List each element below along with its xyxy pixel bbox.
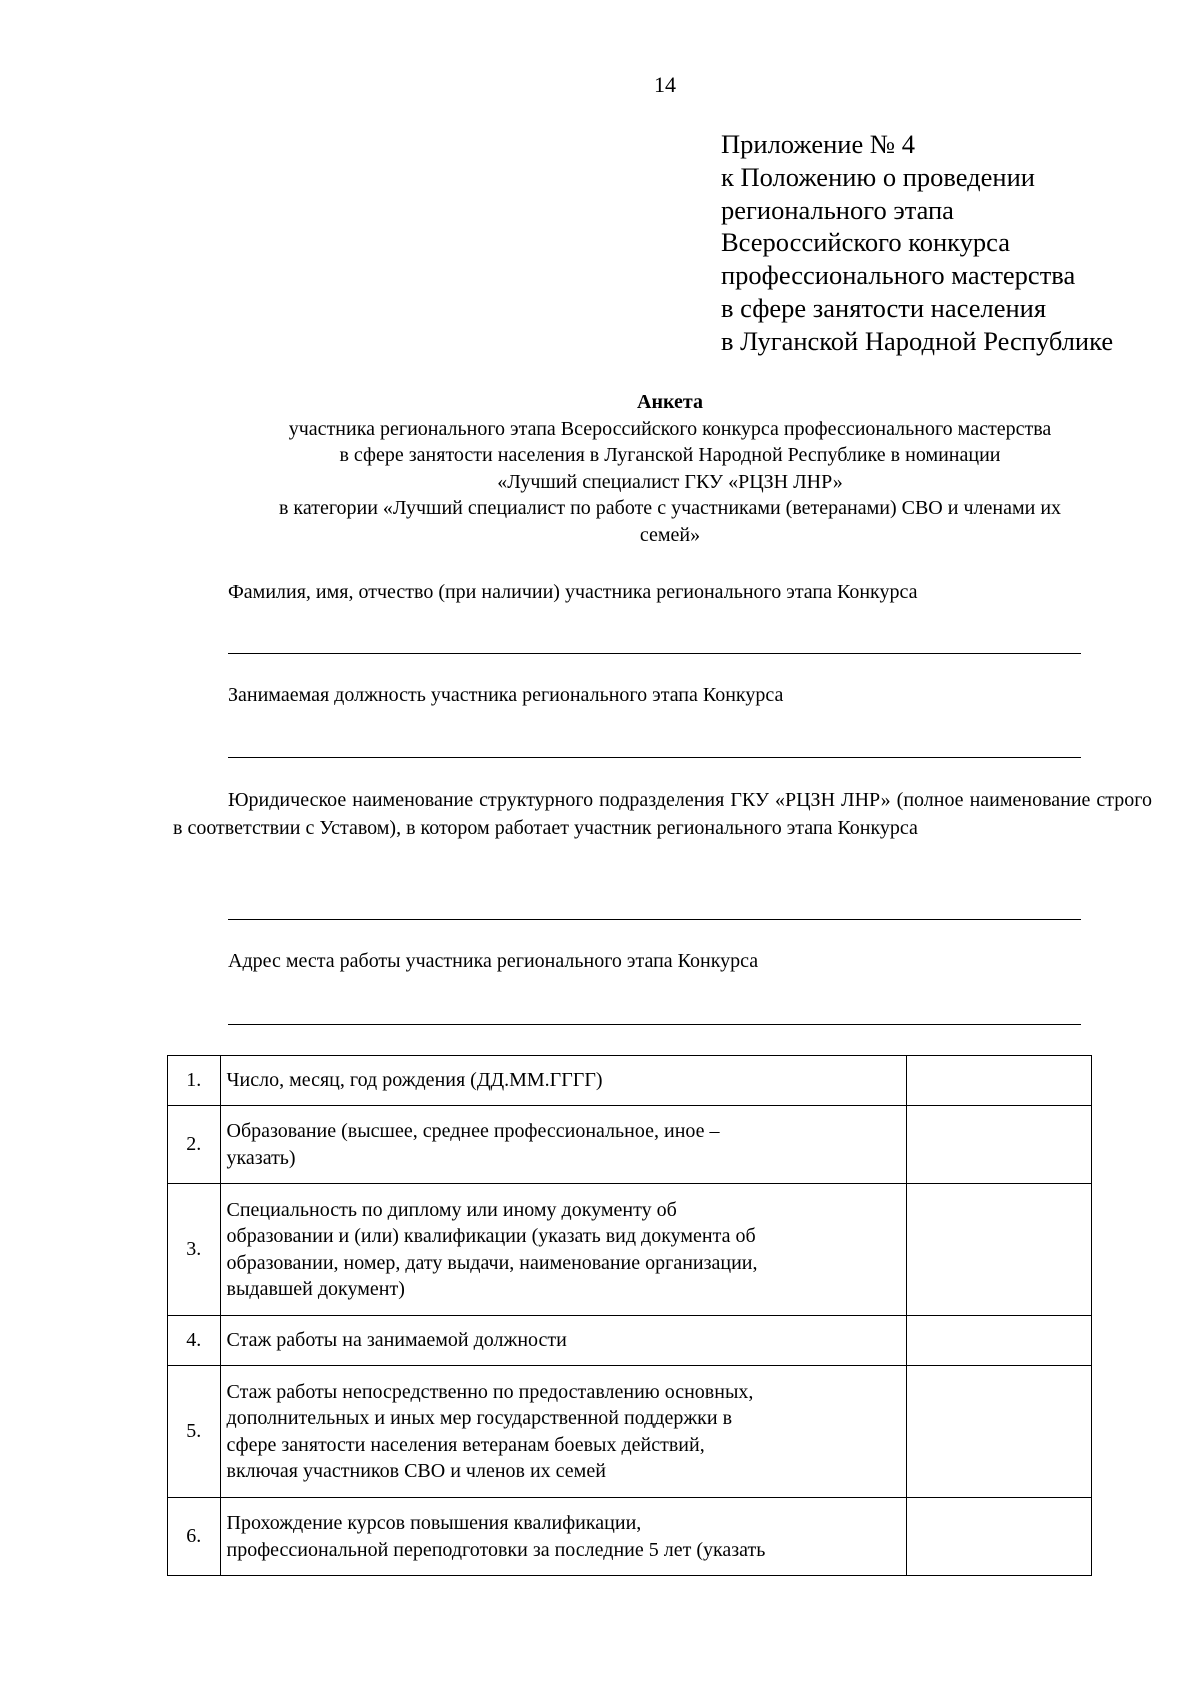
row-value-cell[interactable] — [906, 1316, 1092, 1366]
appendix-line: в Луганской Народной Республике — [721, 325, 1114, 356]
row-description-line: сфере занятости населения ветеранам боевых действий, — [226, 1433, 705, 1456]
appendix-header — [721, 128, 1113, 358]
row-description-line: указать) — [226, 1146, 296, 1169]
full-name-label: Фамилия, имя, отчество (при наличии) участника регионального этапа Конкурса — [228, 581, 918, 603]
address-input-line[interactable] — [228, 1024, 1081, 1025]
row-value-cell[interactable] — [906, 1056, 1092, 1106]
row-description-line: включая участников СВО и членов их семей — [226, 1460, 606, 1482]
row-value-cell[interactable] — [906, 1498, 1092, 1576]
appendix-line: Приложение № 4 — [721, 129, 916, 159]
appendix-line: регионального этапа — [721, 194, 954, 225]
form-title-line: в сфере занятости населения в Луганской Народной Республике в номинации — [339, 444, 1001, 466]
appendix-line: к Положению о проведении — [721, 161, 1035, 192]
department-label: Юридическое наименование структурного подразделения ГКУ «РЦЗН ЛНР» (полное наименование строго в соответствии с Уставом), в котором работает участник регионального этапа Конкурса — [173, 789, 1152, 839]
row-description — [220, 1498, 906, 1576]
row-description-line: Стаж работы непосредственно по предоставлению основных, — [226, 1380, 754, 1403]
questionnaire-table — [167, 1055, 1092, 1576]
row-description-line: Прохождение курсов повышения квалификации, — [226, 1512, 642, 1534]
row-description-line: Стаж работы на занимаемой должности — [226, 1329, 567, 1352]
row-description — [220, 1184, 906, 1316]
row-number: 5. — [168, 1366, 221, 1498]
form-title-line: в категории «Лучший специалист по работе с участниками (ветеранами) СВО и членами их — [278, 497, 1062, 519]
table-row — [168, 1498, 1092, 1576]
form-title-line: участника регионального этапа Всероссийского конкурса профессионального мастерства — [288, 417, 1052, 440]
appendix-line: в сфере занятости населения — [721, 292, 1047, 323]
row-description-line: Число, месяц, год рождения (ДД.ММ.ГГГГ) — [226, 1069, 603, 1092]
table-row — [168, 1366, 1092, 1498]
row-description-line: Образование (высшее, среднее профессиональное, иное – — [226, 1120, 720, 1142]
department-input-line[interactable] — [228, 919, 1081, 920]
row-description — [220, 1316, 906, 1366]
row-description-line: образовании, номер, дату выдачи, наименование организации, — [226, 1251, 758, 1274]
position-input-line[interactable] — [228, 757, 1081, 758]
table-row — [168, 1184, 1092, 1316]
row-value-cell[interactable] — [906, 1366, 1092, 1498]
row-description-line: Специальность по диплому или иному документу об — [226, 1198, 677, 1221]
full-name-input-line[interactable] — [228, 653, 1081, 654]
row-number: 3. — [168, 1184, 221, 1316]
row-value-cell[interactable] — [906, 1106, 1092, 1184]
appendix-line: профессионального мастерства — [721, 260, 1076, 291]
row-number: 6. — [168, 1498, 221, 1576]
table-row — [168, 1106, 1092, 1184]
row-description — [220, 1106, 906, 1184]
row-value-cell[interactable] — [906, 1184, 1092, 1316]
row-description-line: дополнительных и иных мер государственной поддержки в — [226, 1407, 733, 1429]
table-row — [168, 1316, 1092, 1366]
page-number: 14 — [654, 72, 676, 97]
address-label: Адрес места работы участника регионального этапа Конкурса — [228, 950, 759, 972]
row-description — [220, 1366, 906, 1498]
position-label: Занимаемая должность участника регионального этапа Конкурса — [228, 684, 784, 706]
appendix-line: Всероссийского конкурса — [721, 227, 1011, 258]
row-number: 4. — [168, 1316, 221, 1366]
form-title — [170, 389, 1170, 548]
row-number: 2. — [168, 1106, 221, 1184]
row-description-line: выдавшей документ) — [226, 1278, 405, 1300]
form-title-name: Анкета — [637, 391, 703, 413]
table-row — [168, 1056, 1092, 1106]
form-title-line: «Лучший специалист ГКУ «РЦЗН ЛНР» — [497, 470, 843, 493]
row-description-line: образовании и (или) квалификации (указать вид документа об — [226, 1225, 756, 1247]
row-number: 1. — [168, 1056, 221, 1106]
row-description-line: профессиональной переподготовки за последние 5 лет (указать — [226, 1538, 766, 1561]
row-description — [220, 1056, 906, 1106]
form-title-line: семей» — [639, 523, 701, 546]
